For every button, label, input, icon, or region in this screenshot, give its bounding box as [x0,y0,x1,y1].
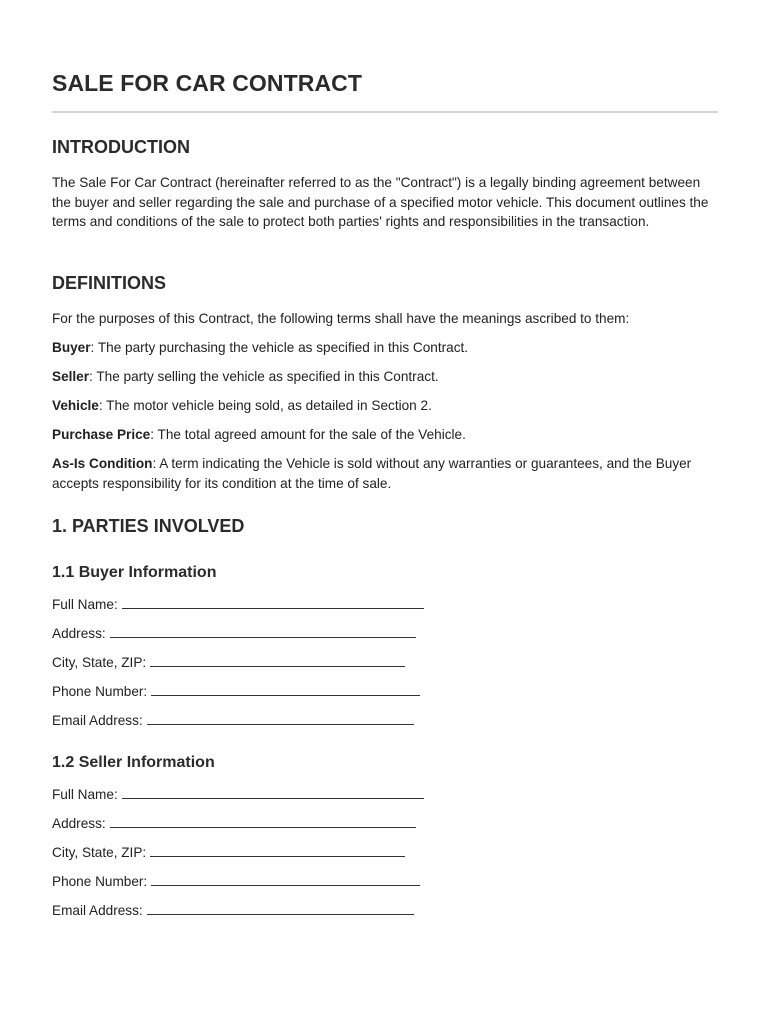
definition-text: : The party purchasing the vehicle as specified in this Contract. [90,340,469,355]
buyer-address-field[interactable] [52,624,416,643]
field-label: Full Name: [52,787,118,802]
definition-text: : The motor vehicle being sold, as detailed in Section 2. [98,398,432,413]
definitions-intro: For the purposes of this Contract, the following terms shall have the meanings ascribed to them: [52,311,630,326]
definition-term: Seller [52,369,90,384]
fill-in-line[interactable] [147,711,414,725]
field-label: Full Name: [52,597,118,612]
fill-in-line[interactable] [151,872,420,886]
definition-text: : The party selling the vehicle as specified in this Contract. [89,369,439,384]
definitions-heading: DEFINITIONS [52,273,167,293]
buyer-email-address-field[interactable] [52,711,414,730]
field-label: Email Address: [52,903,143,918]
definition-term: Vehicle [52,398,99,413]
field-label: Address: [52,816,106,831]
buyer-city-state-zip-field[interactable] [52,653,405,672]
fill-in-line[interactable] [110,624,416,638]
buyer-full-name-field[interactable] [52,595,424,614]
definition-seller [52,367,720,387]
seller-address-field[interactable] [52,814,416,833]
buyer-info-heading: 1.1 Buyer Information [52,564,217,581]
definition-text: : A term indicating the Vehicle is sold without any warranties or guarantees, and the Buyer accepts responsibility for its condition at the time of sale. [52,456,692,491]
field-label: Phone Number: [52,874,148,889]
fill-in-line[interactable] [150,843,405,857]
definition-term: As-Is Condition [52,456,153,471]
introduction-heading: INTRODUCTION [52,137,190,157]
field-label: Email Address: [52,713,143,728]
seller-phone-number-field[interactable] [52,872,420,891]
seller-email-address-field[interactable] [52,901,414,920]
definition-term: Buyer [52,340,91,355]
title-divider [52,111,718,113]
definition-vehicle [52,396,720,416]
fill-in-line[interactable] [147,901,414,915]
definition-text: : The total agreed amount for the sale of the Vehicle. [150,427,466,442]
seller-city-state-zip-field[interactable] [52,843,405,862]
field-label: Phone Number: [52,684,148,699]
fill-in-line[interactable] [110,814,416,828]
definition-buyer [52,338,720,358]
fill-in-line[interactable] [151,682,420,696]
page-title: SALE FOR CAR CONTRACT [52,70,363,96]
seller-full-name-field[interactable] [52,785,424,804]
introduction-body: The Sale For Car Contract (hereinafter referred to as the "Contract") is a legally binding agreement between the buyer and seller regarding the sale and purchase of a specified motor vehicle. This document outlines the terms and conditions of the sale to protect both parties' rights and responsibilities in the transaction. [52,175,709,229]
definition-term: Purchase Price [52,427,151,442]
field-label: City, State, ZIP: [52,655,147,670]
fill-in-line[interactable] [122,785,424,799]
fill-in-line[interactable] [150,653,405,667]
seller-info-heading: 1.2 Seller Information [52,754,215,771]
definition-as-is-condition [52,454,720,493]
fill-in-line[interactable] [122,595,424,609]
definition-purchase-price [52,425,720,445]
parties-heading: 1. PARTIES INVOLVED [52,516,245,536]
buyer-phone-number-field[interactable] [52,682,420,701]
field-label: City, State, ZIP: [52,845,147,860]
field-label: Address: [52,626,106,641]
